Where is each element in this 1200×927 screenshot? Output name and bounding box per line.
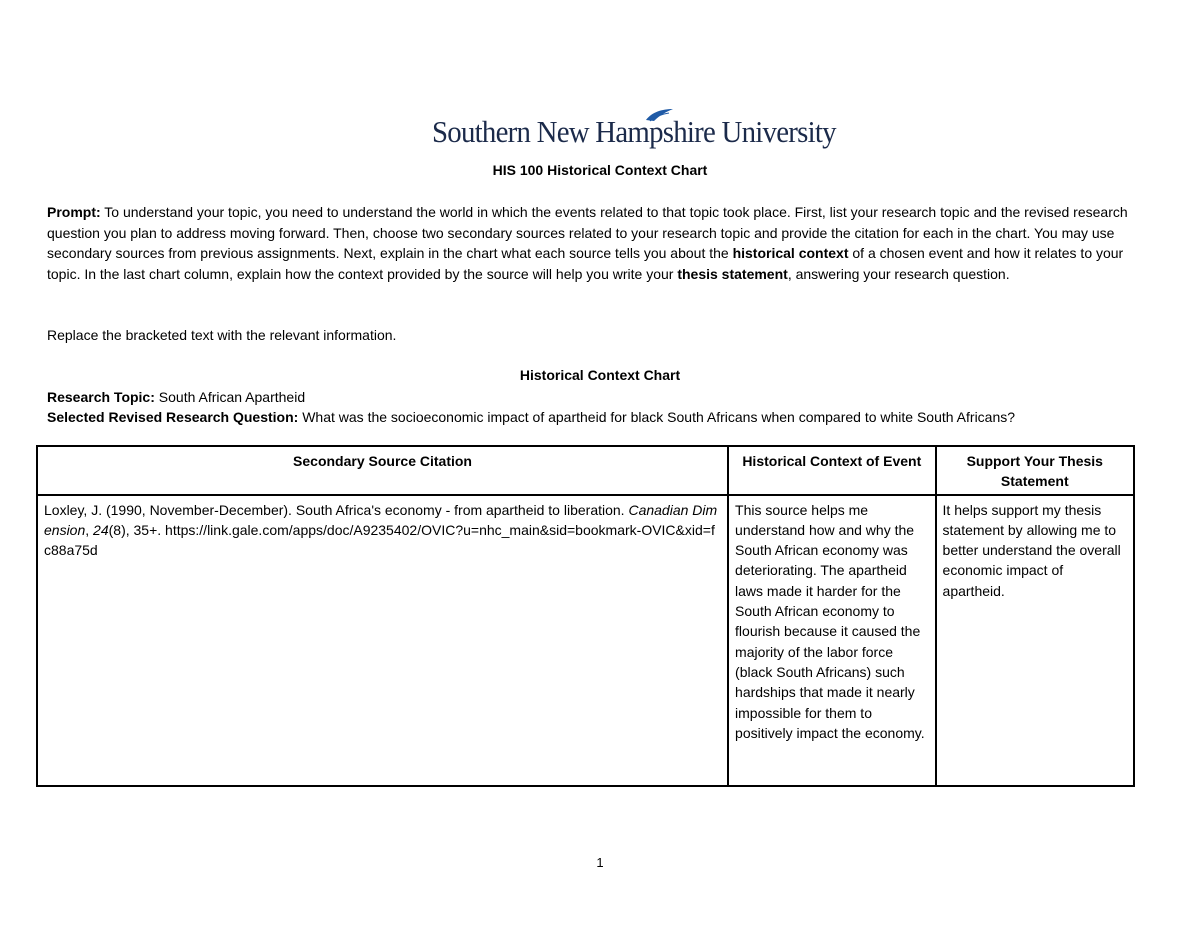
research-topic-value: South African Apartheid [154,389,306,405]
research-topic-line [47,387,305,407]
research-question-line [47,407,1015,427]
table-header-row [37,446,1134,495]
header-support-thesis: Support Your Thesis Statement [936,446,1134,495]
table-row [37,495,1134,786]
citation-separator: , [85,521,94,538]
prompt-text-3: , answering your research question. [787,265,1010,282]
citation-journal: Canadian Dimension [44,501,718,538]
header-historical-context: Historical Context of Event [728,446,936,495]
logo-wordmark: Southern New Hampshire University [432,114,836,149]
historical-context-cell[interactable]: This source helps me understand how and why the South African economy was deteriorating. The apartheid laws made it harder for the South African economy to flourish because it caused the majority of the labor force (black South Africans) such hardships that made it nearly impossible for them to positively impact the economy. [728,495,936,786]
university-logo [432,108,836,152]
research-topic-label: Research Topic: [47,389,155,405]
research-question-label: Selected Revised Research Question: [47,409,299,425]
prompt-text-1: To understand your topic, you need to understand the world in which the events related to that topic took place. First, list your research topic and the revised research question you plan to address moving forward. Then, choose two secondary sources related to your research topic and provide the citation for each in the chart. You may use secondary sources from previous assignments. Next, explain in the chart what each source tells you about the [47,204,1128,261]
page-number: 1 [596,855,604,870]
prompt-label: Prompt: [47,204,101,220]
research-question-value: What was the socioeconomic impact of apartheid for black South Africans when compared to white South Africans? [298,409,1016,425]
document-title: HIS 100 Historical Context Chart [492,162,708,178]
citation-url-text: (8), 35+. https://link.gale.com/apps/doc/A9235402/OVIC?u=nhc_main&sid=bookmark-OVIC&xid=fc88a75d [44,521,715,559]
historical-context-table [36,445,1135,787]
citation-cell[interactable] [37,495,728,786]
replace-instruction: Replace the bracketed text with the relevant information. [47,327,397,343]
citation-volume: 24 [93,521,109,538]
prompt-paragraph [47,202,1155,284]
prompt-bold-historical-context: historical context [732,245,849,261]
prompt-bold-thesis-statement: thesis statement [677,265,788,282]
prompt-text-2: of a chosen event and how it relates to your topic. In the last chart column, explain how the context provided by the source will help you write your [47,245,1124,282]
header-citation: Secondary Source Citation [37,446,728,495]
citation-text: Loxley, J. (1990, November-December). South Africa's economy - from apartheid to liberation. [44,501,629,518]
chart-heading: Historical Context Chart [519,367,681,383]
support-thesis-cell[interactable]: It helps support my thesis statement by allowing me to better understand the overall economic impact of apartheid. [936,495,1134,786]
